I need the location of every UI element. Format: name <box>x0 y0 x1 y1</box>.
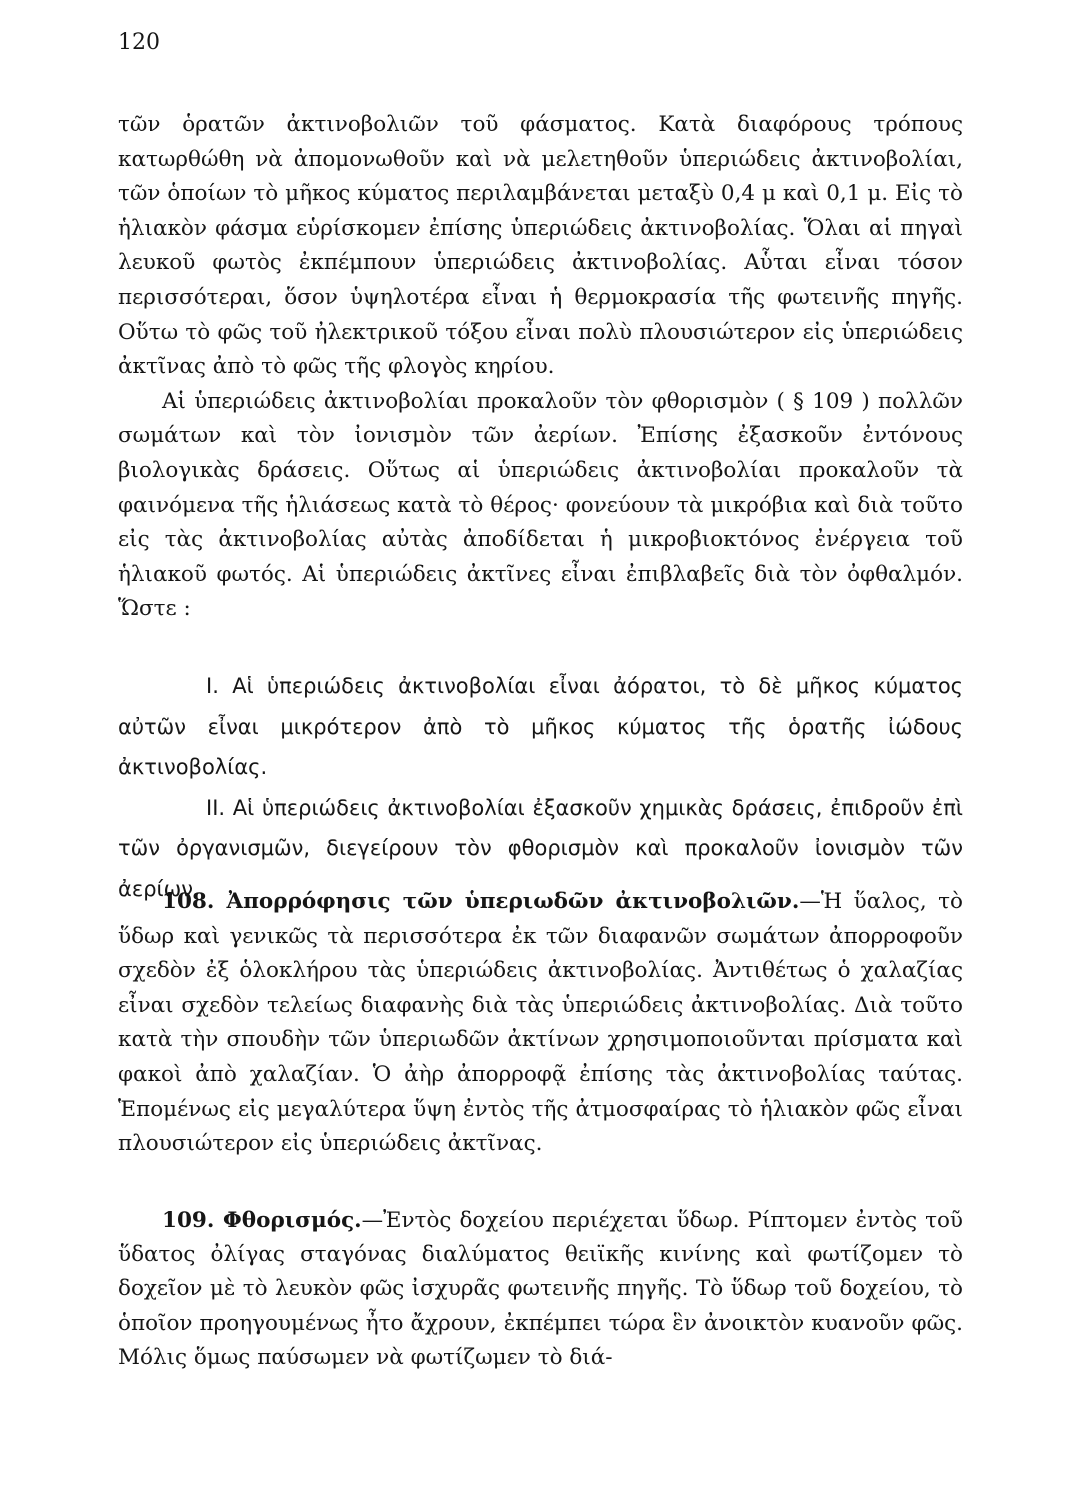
intro-paragraph-2: Αἱ ὑπεριώδεις ἀκτινοβολίαι προκαλοῦν τὸν φθορισμὸν ( § 109 ) πολλῶν σωμάτων καὶ τὸν ἰονισμὸν τῶν ἀερίων. Ἐπίσης ἐξασκοῦν ἐντόνους βιολογικὰς δράσεις. Οὕτως αἱ ὑπεριώδεις ἀκτινοβολίαι προκαλοῦν τὰ φαινόμενα τῆς ἡλιάσεως κατὰ τὸ θέρος· φονεύουν τὰ μικρόβια καὶ διὰ τοῦτο εἰς τὰς ἀκτινοβολίας αὐτὰς ἀποδίδεται ἡ μικροβιοκτόνος ἐνέργεια τοῦ ἡλιακοῦ φωτός. Αἱ ὑπεριώδεις ἀκτῖνες εἶναι ἐπιβλαβεῖς διὰ τὸν ὀφθαλμόν. Ὥστε : <box>118 388 963 622</box>
conclusion-text: Αἱ ὑπεριώδεις ἀκτινοβολίαι εἶναι ἀόρατοι, τὸ δὲ μῆκος κύματος αὐτῶν εἶναι μικρότερον ἀπὸ τὸ μῆκος κύματος τῆς ὁρατῆς ἰώδους ἀκτινοβολίας. <box>118 674 963 779</box>
section-109-body: —Ἐντὸς δοχείου περιέχεται ὕδωρ. Ρίπτομεν ἐντὸς τοῦ ὕδατος ὀλίγας σταγόνας διαλύματος θειϊκῆς κινίνης καὶ φωτίζομεν τὸ δοχεῖον μὲ τὸ λευκὸν φῶς ἰσχυρᾶς φωτεινῆς πηγῆς. Τὸ ὕδωρ τοῦ δοχείου, τὸ ὁποῖον προηγουμένως ἦτο ἄχρουν, ἐκπέμπει τώρα ἓν ἀνοικτὸν κυανοῦν φῶς. Μόλις ὅμως παύσωμεν νὰ φωτίζωμεν τὸ διά- <box>118 1208 963 1370</box>
conclusion-text: Αἱ ὑπεριώδεις ἀκτινοβολίαι ἐξασκοῦν χημικὰς δράσεις, ἐπιδροῦν ἐπὶ τῶν ὀργανισμῶν, διεγείρουν τὸν φθορισμὸν καὶ προκαλοῦν ἰονισμὸν τῶν ἀερίων. <box>118 795 963 901</box>
section-108-paragraph <box>118 885 963 1162</box>
conclusion-numeral: II. <box>206 795 226 820</box>
conclusions-list <box>118 666 963 909</box>
section-109-heading: 109. Φθορισμός. <box>162 1208 362 1233</box>
section-108 <box>118 885 963 1162</box>
conclusion-item <box>118 666 963 788</box>
section-109-paragraph <box>118 1204 963 1375</box>
intro-paragraph-1: τῶν ὁρατῶν ἀκτινοβολιῶν τοῦ φάσματος. Κατὰ διαφόρους τρόπους κατωρθώθη νὰ ἀπομονωθοῦν καὶ νὰ μελετηθοῦν ὑπεριώδεις ἀκτινοβολίαι, τῶν ὁποίων τὸ μῆκος κύματος περιλαμβάνεται μεταξὺ 0,4 μ καὶ 0,1 μ. Εἰς τὸ ἡλιακὸν φάσμα εὑρίσκομεν ἐπίσης ὑπεριώδεις ἀκτινοβολίας. Ὅλαι αἱ πηγαὶ λευκοῦ φωτὸς ἐκπέμπουν ὑπεριώδεις ἀκτινοβολίας. Αὗται εἶναι τόσον περισσότεραι, ὅσον ὑψηλοτέρα εἶναι ἡ θερμοκρασία τῆς φωτεινῆς πηγῆς. Οὕτω τὸ φῶς τοῦ ἠλεκτρικοῦ τόξου εἶναι πολὺ πλουσιώτερον εἰς ὑπεριώδεις ἀκτῖνας ἀπὸ τὸ φῶς τῆς φλογὸς κηρίου. <box>118 112 963 380</box>
intro-block <box>118 108 963 627</box>
section-108-heading: 108. Ἀπορρόφησις τῶν ὑπεριωδῶν ἀκτινοβολιῶν. <box>162 889 800 914</box>
section-109 <box>118 1204 963 1375</box>
section-108-body: —Ἡ ὕαλος, τὸ ὕδωρ καὶ γενικῶς τὰ περισσότερα ἐκ τῶν διαφανῶν σωμάτων ἀπορροφοῦν σχεδὸν ἐξ ὁλοκλήρου τὰς ὑπεριώδεις ἀκτινοβολίας. Ἀντιθέτως ὁ χαλαζίας εἶναι σχεδὸν τελείως διαφανὴς διὰ τὰς ὑπεριώδεις ἀκτινοβολίας. Διὰ τοῦτο κατὰ τὴν σπουδὴν τῶν ὑπεριωδῶν ἀκτίνων χρησιμοποιοῦνται πρίσματα καὶ φακοὶ ἀπὸ χαλαζίαν. Ὁ ἀὴρ ἀπορροφᾷ ἐπίσης τὰς ἀκτινοβολίας ταύτας. Ἑπομένως εἰς μεγαλύτερα ὕψη ἐντὸς τῆς ἀτμοσφαίρας τὸ ἡλιακὸν φῶς εἶναι πλουσιώτερον εἰς ὑπεριώδεις ἀκτῖνας. <box>118 889 964 1157</box>
page-number: 120 <box>118 30 160 55</box>
conclusion-numeral: I. <box>206 674 219 698</box>
